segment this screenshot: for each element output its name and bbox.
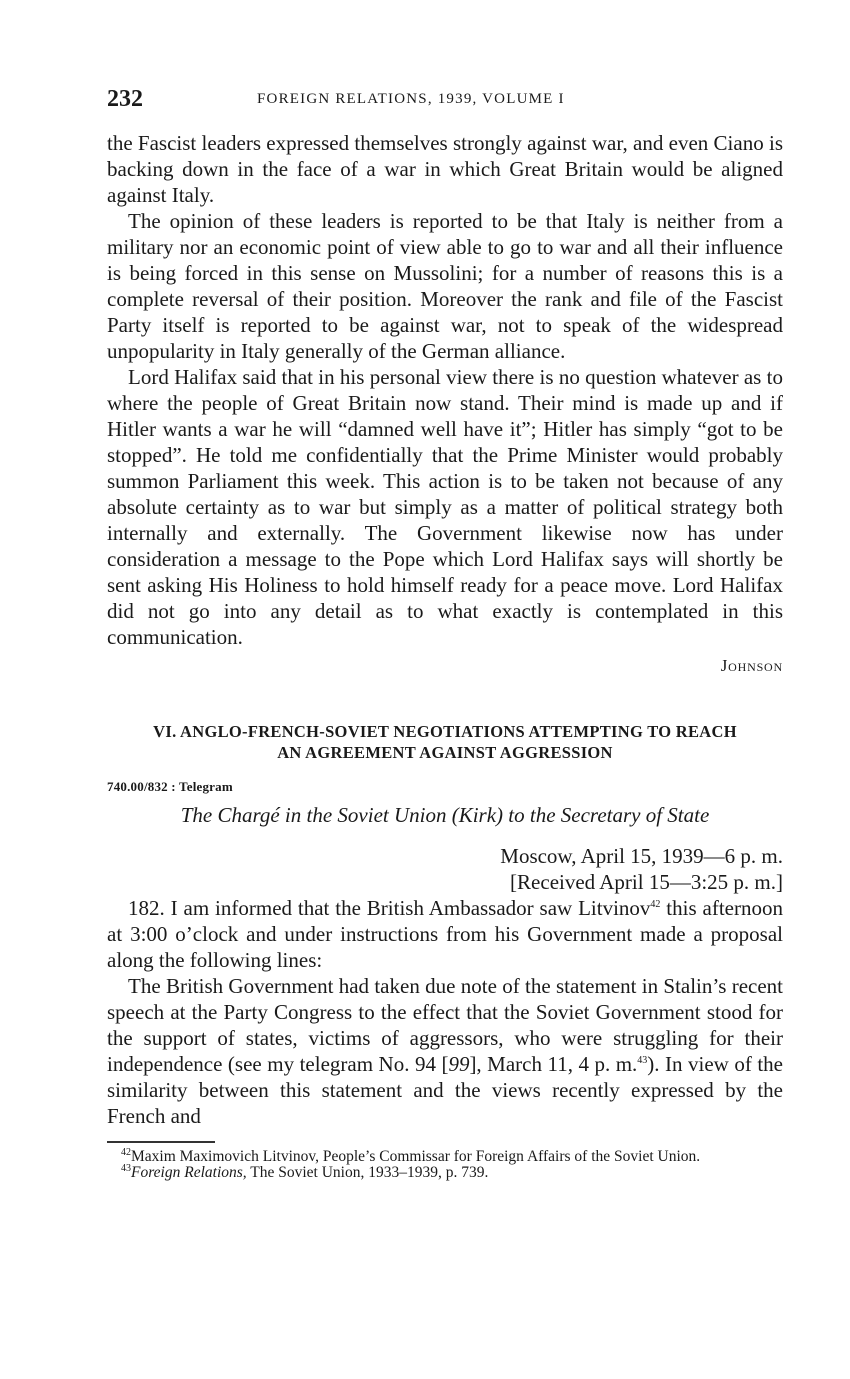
running-header [107,86,783,114]
dateline-received: [Received April 15—3:25 p. m.] [510,870,783,894]
footnotes [107,1146,783,1181]
paragraph-british-government [107,973,783,1129]
paragraph-fascist-leaders: The opinion of these leaders is reported to be that Italy is neither from a military nor an economic point of view able to go to war and all their influence is being forced in this sense on Mussolini; for a number of reasons this is a complete reversal of their position. Moreover the rank and file of the Fascist Party itself is reported to be against war, not to speak of the widespread unpopularity in Italy generally of the German alliance. [107,209,783,363]
paragraph-182-text-b: this afternoon at 3:00 o’clock and under instructions from his Government made a proposal along the following lines: [107,896,783,972]
section-heading-line-1: VI. ANGLO-FRENCH-SOVIET NEGOTIATIONS ATTEMPTING TO REACH [153,722,737,741]
footnote-43 [107,1162,783,1181]
footnote-42-text: Maxim Maximovich Litvinov, People’s Commissar for Foreign Affairs of the Soviet Union. [131,1148,701,1165]
footnote-43-italic: Foreign Relations, [131,1164,247,1181]
paragraph-182 [107,895,783,973]
document-page [107,86,783,1181]
file-number: 740.00/832 : Telegram [107,779,233,794]
paragraph-british-text-c: ). In view of the similarity between this statement and the views recently expressed by the French and [107,1052,783,1128]
footnote-43-text: The Soviet Union, 1933–1939, p. 739. [246,1164,489,1181]
footnote-42 [107,1146,783,1165]
running-title: FOREIGN RELATIONS, 1939, VOLUME I [257,91,565,107]
footnote-mark-42: 42 [121,1146,131,1158]
paragraph-lord-halifax: Lord Halifax said that in his personal view there is no question whatever as to where the people of Great Britain now stand. Their mind is made up and if Hitler wants a war he will “damned well have it”; Hitler has simply “got to be stopped”. He told me confidentially that the Prime Minister would probably summon Parliament this week. This action is to be taken not because of any absolute certainty as to war but simply as a matter of political strategy both internally and externally. The Government likewise now has under consideration a message to the Pope which Lord Halifax says will shortly be sent asking His Holiness to hold himself ready for a peace move. Lord Halifax did not go into any detail as to what exactly is contemplated in this communication. [107,365,783,649]
signature-johnson: Johnson [720,656,783,675]
dateline [107,843,783,895]
footnote-divider [107,1141,215,1143]
paragraph-continuation: the Fascist leaders expressed themselves strongly against war, and even Ciano is backing down in the face of a war in which Great Britain would be aligned against Italy. [107,131,783,207]
section-heading-line-2: AN AGREEMENT AGAINST AGGRESSION [277,743,613,762]
page-number: 232 [107,86,143,112]
paragraph-182-text-a: 182. I am informed that the British Ambassador saw Litvinov [128,896,651,920]
footnote-ref-43[interactable]: 43 [637,1055,648,1066]
footnote-mark-43: 43 [121,1162,131,1174]
section-heading [107,721,783,763]
paragraph-british-text-b: ], March 11, 4 p. m. [469,1052,638,1076]
bracketed-telegram-number: 99 [448,1052,470,1076]
paragraph-british-text-a: The British Government had taken due note of the statement in Stalin’s recent speech at the Party Congress to the effect that the Soviet Government stood for the support of states, victims of aggressors, who were struggling for their independence (see my telegram No. 94 [ [107,974,783,1076]
footnote-ref-42[interactable]: 42 [650,899,661,910]
dateline-sent: Moscow, April 15, 1939—6 p. m. [500,844,783,868]
telegram-title: The Chargé in the Soviet Union (Kirk) to the Secretary of State [180,803,710,827]
